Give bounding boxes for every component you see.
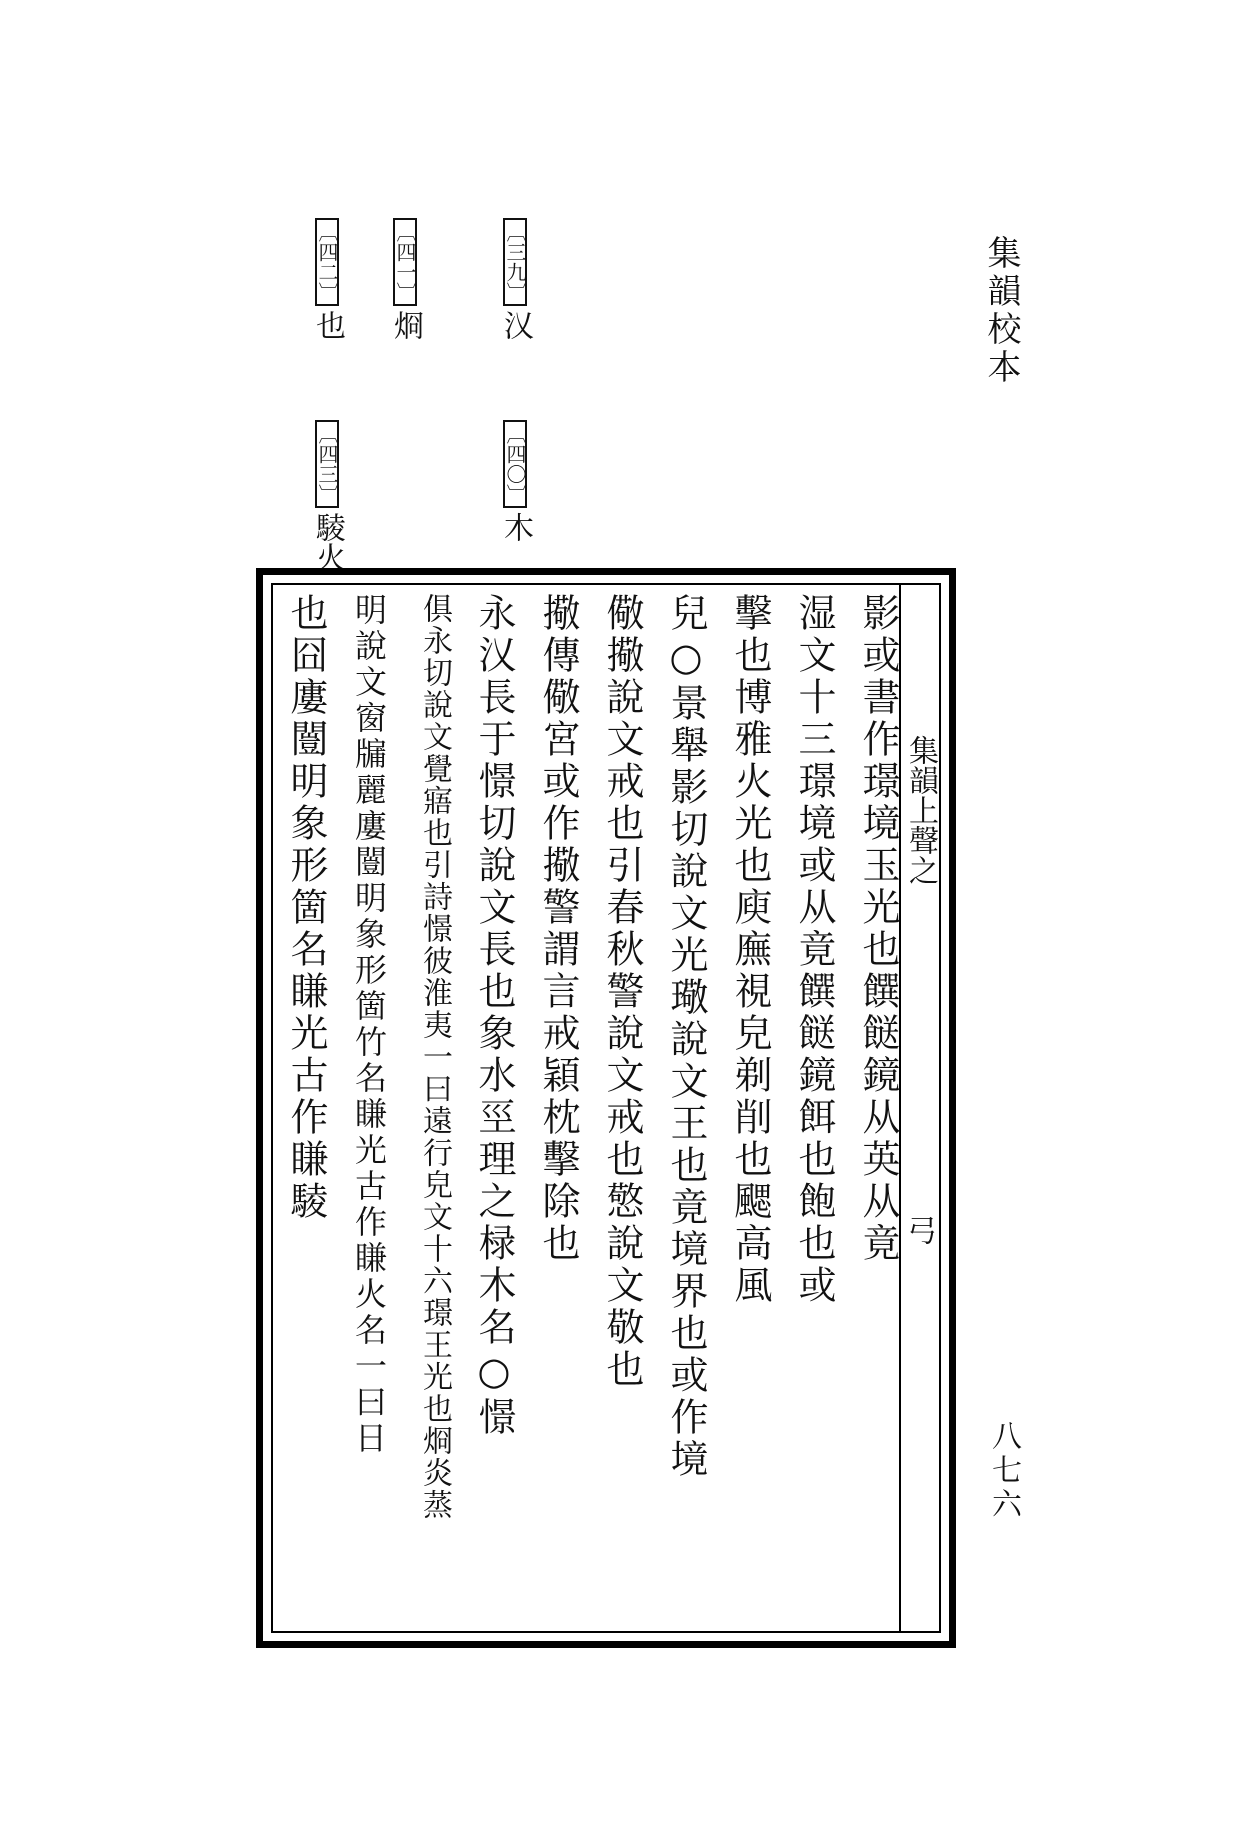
text-column: 永㲼長于憬切說文長也象水巠理之椂木名○憬 [472,593,516,1439]
banxin-mark: 弓 [901,1215,936,1245]
note-text: 㲼 [498,310,533,340]
note-tag: 〔四三〕 [315,420,339,508]
text-column: 影或書作璟境玉光也饌餸鏡从英从竟 [856,593,900,1265]
collation-note [310,218,345,340]
text-column: 明說文窗牖麗廔闓明象形箇竹名䁠光古作䁠火名一曰日 [350,593,388,1457]
note-text: 䮚火 [310,512,345,572]
text-column: 擊也博雅火光也庾廡視皃剃削也颸高風 [728,593,772,1307]
note-text: 木 [498,512,533,542]
collation-note [498,218,533,340]
note-tag: 〔四一〕 [393,218,417,306]
text-block [271,583,941,1633]
text-column: 擏傳儆宮或作擏警謂言戒穎枕擊除也 [536,593,580,1265]
collation-note [498,420,533,542]
collation-note [310,420,345,572]
woodblock-page-frame [256,568,956,1648]
banxin-title: 集韻上聲之 [903,735,938,885]
page-number: 八七六 [986,1420,1021,1522]
note-tag: 〔四二〕 [315,218,339,306]
text-column: 俱永切說文覺寤也引詩憬彼淮夷一曰遠行皃文十六璟王光也烱炎蒸 [417,593,452,1521]
note-text: 也 [310,310,345,340]
note-tag: 〔四〇〕 [503,420,527,508]
text-column: 也囧廔闓明象形箇名䁠光古作䁠䮚 [284,593,328,1223]
banxin-strip [899,585,939,1631]
side-title: 集韻校本 [981,235,1021,387]
note-text: 烱 [388,310,423,340]
collation-note [388,218,423,340]
note-tag: 〔三九〕 [503,218,527,306]
text-column: 湿文十三璟境或从竟饌餸鏡餌也飽也或 [792,593,836,1307]
text-column: 兒○景舉影切說文光璥說文王也竟境界也或作境 [664,593,708,1481]
text-column: 儆擏說文戒也引春秋警說文戒也憼說文敬也 [600,593,644,1391]
